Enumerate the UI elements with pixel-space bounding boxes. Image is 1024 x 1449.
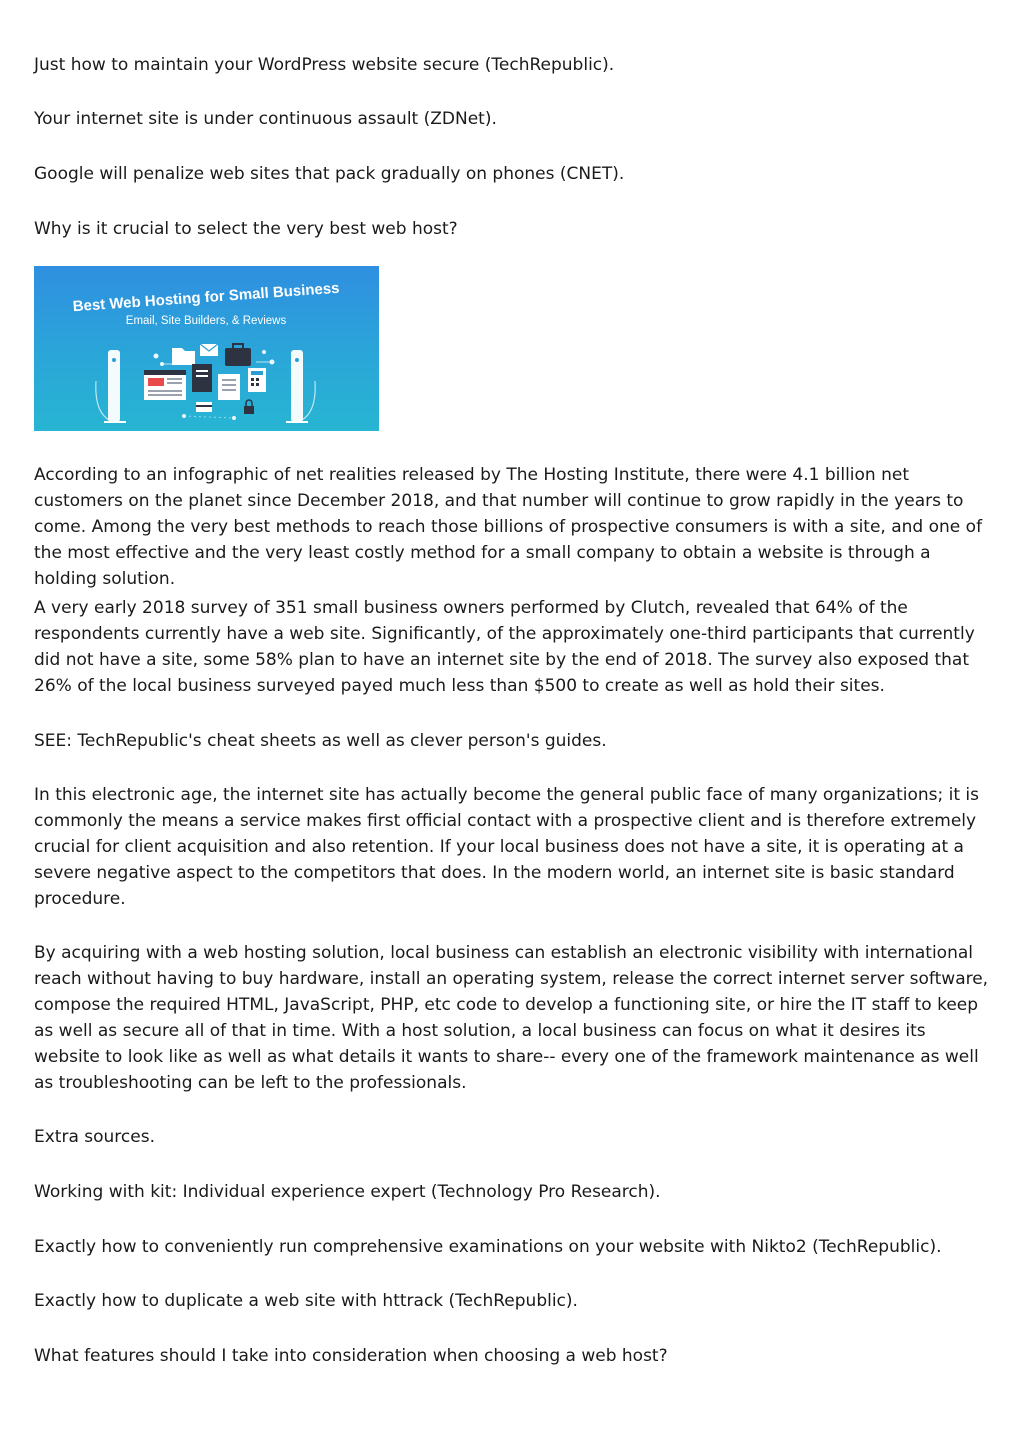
envelope-icon xyxy=(200,344,218,356)
paragraph-site-assault: Your internet site is under continuous assault (ZDNet). xyxy=(34,109,497,129)
paragraph-web-hosting-solution: By acquiring with a web hosting solution, local business can establish an electronic visibility with international reach without having to buy hardware, install an operating system, release the correct internet server software, compose the required HTML, JavaScript, PHP, etc code to develop a functioning site, or hire the IT staff to keep as well as secure all of that in time. With a host solution, a local business can focus on what it desires its website to look like as well as what details it wants to share-- every one of the framework maintenance as well as troubleshooting can be left to the professionals. xyxy=(34,943,989,1093)
monitor-icon xyxy=(96,350,126,422)
credit-card-icon xyxy=(196,402,212,412)
document-icon xyxy=(218,374,240,400)
folder-icon xyxy=(172,348,195,365)
paragraph-wordpress-security: Just how to maintain your WordPress website secure (TechRepublic). xyxy=(34,55,615,75)
paragraph-why-host: Why is it crucial to select the very best web host? xyxy=(34,219,458,239)
hero-title: Best Web Hosting for Small Business xyxy=(72,279,341,316)
paragraph-features-question: What features should I take into consideration when choosing a web host? xyxy=(34,1346,668,1366)
paragraph-google-penalize: Google will penalize web sites that pack gradually on phones (CNET). xyxy=(34,164,625,184)
paragraph-infographic: According to an infographic of net realities released by The Hosting Institute, there were 4.1 billion net customers on the planet since December 2018, and that number will continue to grow rapidly in the years to come. Among the very best methods to reach those billions of prospective consumers is with a site, and one of the most effective and the very least costly method for a small company to obtain a website is through a holding solution. xyxy=(34,465,983,589)
briefcase-icon xyxy=(225,344,251,366)
paragraph-httrack: Exactly how to duplicate a web site with httrack (TechRepublic). xyxy=(34,1291,578,1311)
paragraph-hiring-kit: Working with kit: Individual experience expert (Technology Pro Research). xyxy=(34,1182,661,1202)
hero-image xyxy=(34,266,379,431)
paragraph-see-cheat-sheets: SEE: TechRepublic's cheat sheets as well as clever person's guides. xyxy=(34,731,607,751)
paragraph-survey: A very early 2018 survey of 351 small business owners performed by Clutch, revealed that 64% of the respondents currently have a web site. Significantly, of the approximately one-third participants that currently did not have a site, some 58% plan to have an internet site by the end of 2018. The survey also exposed that 26% of the local business surveyed payed much less than $500 to create as well as hold their sites. xyxy=(34,598,975,696)
paragraph-electronic-age: In this electronic age, the internet site has actually become the general public face of many organizations; it is commonly the means a service makes first official contact with a prospective client and is therefore extremely crucial for client acquisition and also retention. If your local business does not have a site, it is operating at a severe negative aspect to the competitors that does. In the modern world, an internet site is basic standard procedure. xyxy=(34,785,979,909)
document-icon xyxy=(192,364,212,392)
paragraph-extra-sources: Extra sources. xyxy=(34,1127,155,1147)
hero-illustration xyxy=(34,266,379,431)
calculator-icon xyxy=(248,368,266,392)
hero-subtitle: Email, Site Builders, & Reviews xyxy=(125,315,287,327)
lock-icon xyxy=(244,400,254,414)
monitor-icon xyxy=(286,350,315,422)
paragraph-nikto2: Exactly how to conveniently run comprehensive examinations on your website with Nikto2 (TechRepublic). xyxy=(34,1237,942,1257)
browser-window-icon xyxy=(144,370,186,400)
